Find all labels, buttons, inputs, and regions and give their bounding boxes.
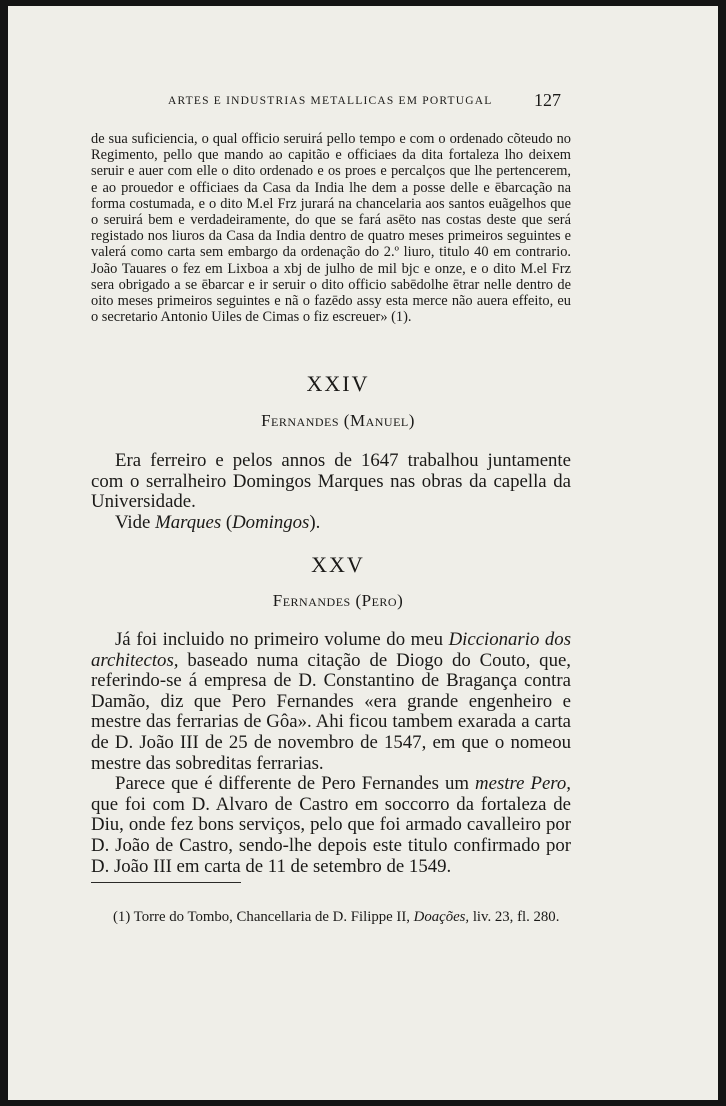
paragraph bbox=[91, 774, 571, 877]
section-xxv-body bbox=[91, 630, 571, 877]
p2-text-end: que foi com D. Alvaro de Castro em soccorro da fortaleza de Diu, onde fez bons serviços, pelo que foi armado cavalleiro por D. João de Castro, sendo-lhe depois este titulo confirmado por D. João III em carta de 11 de setembro de 1549. bbox=[91, 793, 571, 877]
footnote-text-start: (1) Torre do Tombo, Chancellaria de D. Filippe II, bbox=[113, 909, 414, 925]
footnote-italic: Doações, bbox=[413, 909, 470, 925]
vide-given-name: Domingos bbox=[232, 511, 310, 533]
book-page bbox=[8, 6, 718, 1100]
section-title-fernandes-pero: Fernandes (Pero) bbox=[272, 591, 404, 610]
footnote-text-end: liv. 23, fl. 280. bbox=[469, 909, 560, 925]
p1-book-title: Diccionario dos architectos, bbox=[91, 629, 572, 671]
p2-term: mestre Pero, bbox=[475, 773, 571, 795]
vide-close: ). bbox=[309, 511, 321, 533]
section-title-fernandes-manuel: Fernandes (Manuel) bbox=[261, 411, 415, 430]
vide-open: ( bbox=[221, 511, 233, 533]
footnote-divider bbox=[91, 882, 241, 883]
running-head: ARTES E INDUSTRIAS METALLICAS EM PORTUGAL bbox=[168, 95, 493, 107]
p1-text-end: baseado numa citação de Diogo do Couto, que, referindo-se á empresa de D. Constantino de Bragança contra Damão, diz que Pero Fernandes «era grande engenheiro e mestre das ferrarias de Gôa». Ahi ficou tambem exarada a carta de D. João III de 25 de novembro de 1547, em que o nomeou mestre das sobreditas ferrarias. bbox=[91, 649, 571, 774]
cross-reference bbox=[91, 513, 571, 534]
page-number: 127 bbox=[534, 90, 561, 110]
paragraph bbox=[91, 630, 571, 774]
document-continuation: de sua suficiencia, o qual officio seruirá pello tempo e com o ordenado cõteudo no Regimento, pello que mando ao capitão e officiaes da dita fortaleza lho deixem seruir e auer com elle o dito ordenado e os proes e percalços que lhe pertencerem, e ao prouedor e officiaes da Casa da India lhe dem a posse delle e ēbarcação na forma costumada, e o dito M.el Frz jurará na chancelaria aos santos euãgelhos que o seruirá bem e verdadeiramente, do que se fará asēto nas costas deste que será registado nos liuros da Casa da India dentro de quatro meses primeiros seguintes e valerá como carta sem embargo da ordenação do 2.º liuro, titulo 40 em contrario. João Tauares o fez em Lixboa a xbj de julho de mil bjc e onze, e o dito M.el Frz sera obrigado a se ēbarcar e ir seruir o dito officio sabēdolhe ētrar nelle dentro de oito meses primeiros seguintes e nã o fazēdo assy esta merce não auera effeito, eu o secretario Antonio Uiles de Cimas o fiz escreuer» (1). bbox=[91, 131, 571, 326]
section-number-xxv: XXV bbox=[311, 552, 365, 577]
section-number-xxiv: XXIV bbox=[306, 371, 370, 396]
footnote bbox=[91, 909, 571, 926]
vide-surname: Marques bbox=[155, 511, 222, 533]
p2-text-start: Parece que é differente de Pero Fernandes um bbox=[115, 773, 476, 795]
paragraph: Era ferreiro e pelos annos de 1647 trabalhou juntamente com o serralheiro Domingos Marques nas obras da capella da Universidade. bbox=[91, 450, 571, 513]
section-xxiv-body bbox=[91, 451, 571, 533]
p1-text-start: Já foi incluido no primeiro volume do meu bbox=[115, 629, 449, 650]
vide-prefix: Vide bbox=[115, 511, 156, 533]
